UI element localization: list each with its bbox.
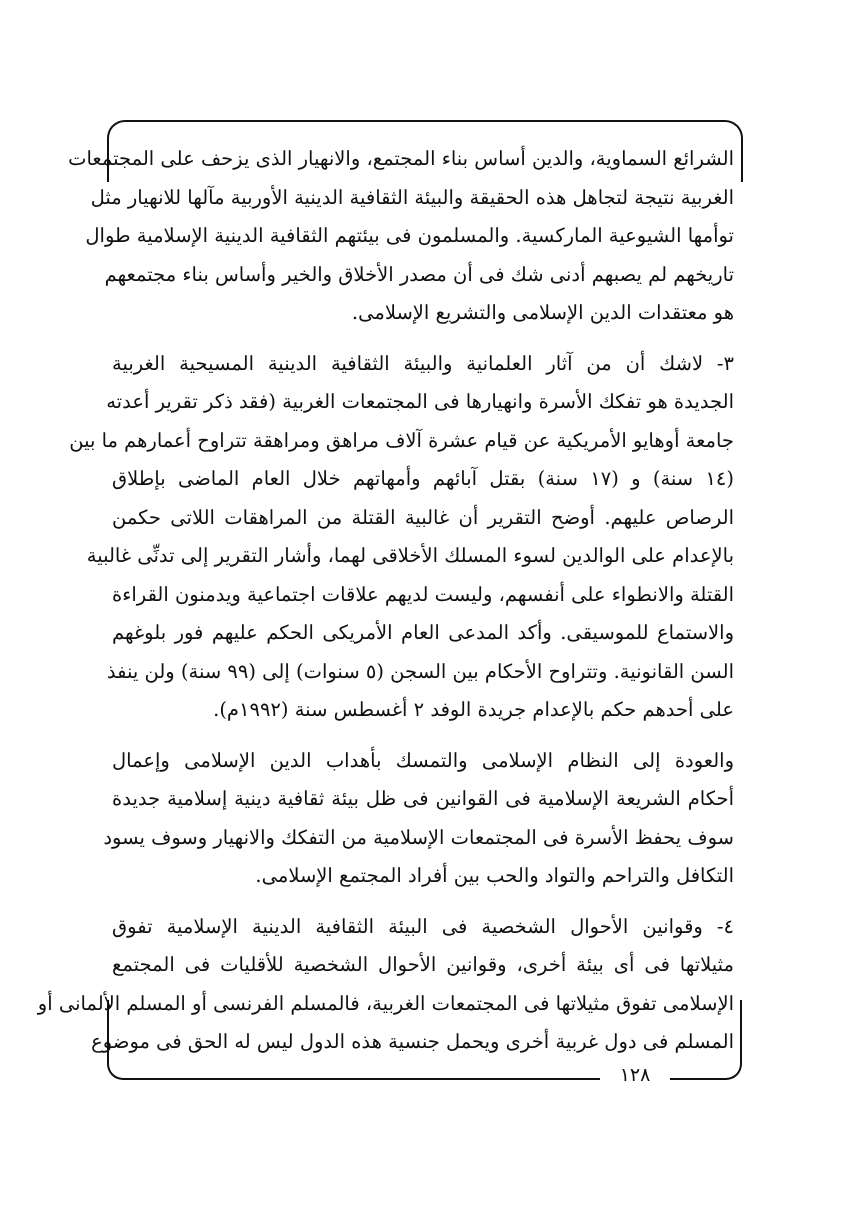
body-text: [37, 140, 735, 1074]
text-line: ٣- لاشك أن من آثار العلمانية والبيئة الثقافية الدينية المسيحية الغربية: [112, 351, 734, 375]
text-line: والاستماع للموسيقى. وأكد المدعى العام الأمريكى الحكم عليهم فور بلوغهم: [112, 621, 734, 644]
text-line: بالإعدام على الوالدين لسوء المسلك الأخلاقى لهما، وأشار التقرير إلى تدنِّى غالبية: [86, 544, 734, 567]
text-line: القتلة والانطواء على أنفسهم، وليست لديهم علاقات اجتماعية ويدمنون القراءة: [112, 582, 734, 606]
text-line: التكافل والتراحم والتواد والحب بين أفراد المجتمع الإسلامى.: [255, 864, 734, 887]
text-line: ٤- وقوانين الأحوال الشخصية فى البيئة الثقافية الدينية الإسلامية تفوق: [112, 914, 734, 938]
text-line: (١٤ سنة) و (١٧ سنة) بقتل آبائهم وأمهاتهم خلال العام الماضى بإطلاق: [112, 467, 735, 490]
paragraph-3: [103, 742, 734, 896]
text-line: مثيلاتها فى أى بيئة أخرى، وقوانين الأحوال الشخصية للأقليات فى المجتمع: [112, 953, 734, 976]
text-line: جامعة أوهايو الأمريكية عن قيام عشرة آلاف مراهق ومراهقة تتراوح أعمارهم ما بين: [69, 428, 734, 452]
text-line: السن القانونية. وتتراوح الأحكام بين السجن (٥ سنوات) إلى (٩٩ سنة) ولن ينفذ: [106, 659, 734, 683]
text-line: المسلم فى دول غربية أخرى ويحمل جنسية هذه الدول ليس له الحق فى موضوع: [91, 1030, 734, 1053]
paragraph-4: [37, 908, 734, 1062]
text-line: تاريخهم لم يصبهم أدنى شك فى أن مصدر الأخلاق والخير وأساس بناء مجتمعهم: [104, 262, 734, 286]
text-line: توأمها الشيوعية الماركسية. والمسلمون فى بيئتهم الثقافية الدينية الإسلامية طوال: [85, 224, 734, 247]
text-line: على أحدهم حكم بالإعدام جريدة الوفد ٢ أغسطس سنة (١٩٩٢م).: [213, 698, 734, 721]
text-line: والعودة إلى النظام الإسلامى والتمسك بأهداب الدين الإسلامى وإعمال: [112, 748, 734, 772]
text-line: أحكام الشريعة الإسلامية فى القوانين فى ظل بيئة ثقافية دينية إسلامية جديدة: [112, 787, 734, 810]
text-line: هو معتقدات الدين الإسلامى والتشريع الإسلامى.: [351, 301, 734, 324]
text-line: الرصاص عليهم. أوضح التقرير أن غالبية القتلة من المراهقات اللاتى حكمن: [112, 505, 734, 529]
text-line: الشرائع السماوية، والدين أساس بناء المجتمع، والانهيار الذى يزحف على المجتمعات: [68, 147, 734, 170]
paragraph-1: [68, 140, 734, 333]
text-line: الجديدة هو تفكك الأسرة وانهيارها فى المجتمعات الغربية (فقد ذكر تقرير أعدته: [106, 390, 734, 413]
text-line: الغربية نتيجة لتجاهل هذه الحقيقة والبيئة الثقافية الدينية الأوربية مآلها للانهيار مثل: [90, 185, 734, 209]
text-line: الإسلامى تفوق مثيلاتها فى المجتمعات الغربية، فالمسلم الفرنسى أو المسلم الألمانى أو: [37, 991, 734, 1015]
paragraph-2: [69, 345, 735, 730]
text-line: سوف يحفظ الأسرة فى المجتمعات الإسلامية من التفكك والانهيار وسوف يسود: [103, 825, 734, 849]
page-number: ١٢٨: [600, 1064, 670, 1086]
